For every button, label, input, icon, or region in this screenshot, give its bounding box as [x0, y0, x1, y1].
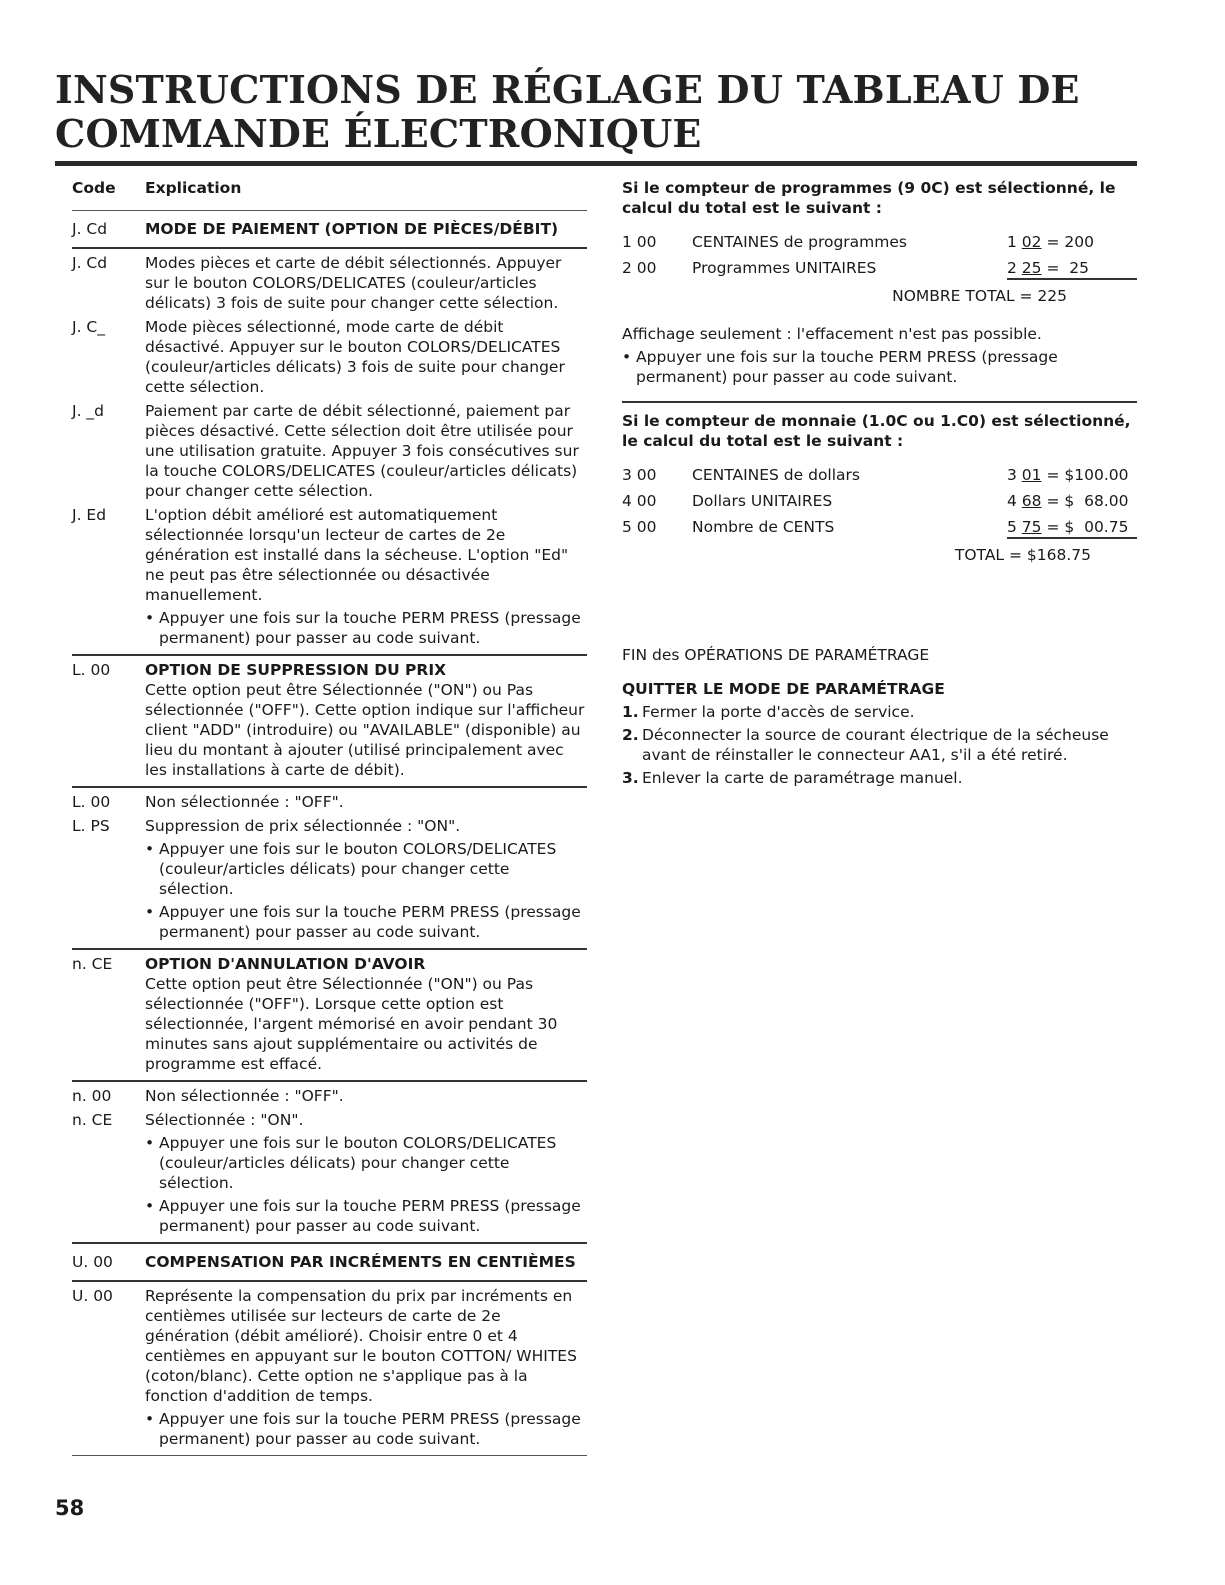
money-total: TOTAL = $168.75 [954, 546, 1091, 564]
row-text-body: Suppression de prix sélectionnée : "ON". [145, 817, 461, 835]
bullet-glyph: • [145, 903, 155, 921]
section-header [72, 215, 587, 241]
bullet-glyph: • [145, 1197, 155, 1215]
calc-result: = 25 [1041, 259, 1090, 277]
calc-result: = $100.00 [1041, 466, 1129, 484]
calc-code: 2 00 [622, 259, 657, 277]
row-code: J. C_ [72, 318, 105, 336]
row-code: J. _d [72, 402, 105, 420]
col-code-header: Code [72, 179, 116, 197]
calc-label: CENTAINES de programmes [692, 233, 907, 251]
code-table [72, 178, 587, 1460]
row-code: L. 00 [72, 793, 111, 811]
row-code: J. Cd [72, 254, 108, 272]
section-title: MODE DE PAIEMENT (OPTION DE PIÈCES/DÉBIT) [145, 220, 559, 238]
row-text: Paiement par carte de débit sélectionné, paiement par pièces désactivé. Cette sélection doit être utilisée pour une utilisation gratuite. Appuyer 3 fois consécutives sur la touche COLORS/DELICATES (couleur/articles délicats) pour changer cette sélection. [145, 402, 579, 500]
divider [72, 786, 587, 788]
step-number: 2. [622, 726, 639, 744]
quit-heading: QUITTER LE MODE DE PARAMÉTRAGE [622, 680, 945, 698]
title-rule [55, 161, 1137, 166]
calc-row [622, 232, 1137, 252]
row-text: Non sélectionnée : "OFF". [145, 1087, 344, 1105]
calc-row [622, 517, 1137, 539]
bullet-text: Appuyer une fois sur le bouton COLORS/DELICATES (couleur/articles délicats) pour changer cette sélection. [159, 840, 557, 898]
row-text [145, 505, 587, 648]
bullet-item [145, 1196, 587, 1236]
right-column [622, 178, 1137, 788]
calc-underlined: 02 [1021, 233, 1042, 251]
section-header [72, 1248, 587, 1274]
bullet-glyph: • [145, 840, 155, 858]
section-title: OPTION D'ANNULATION D'AVOIR [145, 955, 426, 973]
table-row [72, 1086, 587, 1106]
step-number: 1. [622, 703, 639, 721]
table-row [72, 1286, 587, 1449]
calc-row [622, 491, 1137, 511]
step-text: Fermer la porte d'accès de service. [642, 703, 915, 721]
calc-result: = $ 00.75 [1041, 518, 1129, 536]
bullet-item [145, 839, 587, 899]
row-code: n. 00 [72, 1087, 112, 1105]
row-text [145, 1110, 587, 1236]
calc-digit: 3 [1007, 466, 1022, 484]
calc-digit: 5 [1007, 518, 1022, 536]
bullet-text: Appuyer une fois sur le bouton COLORS/DELICATES (couleur/articles délicats) pour changer cette sélection. [159, 1134, 557, 1192]
calc-result: = $ 68.00 [1041, 492, 1129, 510]
row-text-body: Sélectionnée : "ON". [145, 1111, 304, 1129]
section-block [72, 660, 587, 780]
calc-digit: 1 [1007, 233, 1022, 251]
calc-underlined: 25 [1021, 259, 1042, 277]
calc-code: 5 00 [622, 518, 657, 536]
divider [72, 654, 587, 656]
calc-value [1007, 465, 1137, 485]
calc-underlined: 75 [1021, 518, 1042, 536]
row-code: J. Ed [72, 506, 107, 524]
program-counter-heading: Si le compteur de programmes (9 0C) est sélectionné, le calcul du total est le suivant : [622, 179, 1116, 217]
calc-label: Dollars UNITAIRES [692, 492, 833, 510]
calc-digit: 4 [1007, 492, 1022, 510]
table-row [72, 253, 587, 313]
page-title: INSTRUCTIONS DE RÉGLAGE DU TABLEAU DE COMMANDE ÉLECTRONIQUE [55, 67, 1080, 156]
section-body [145, 954, 587, 1074]
divider [72, 247, 587, 249]
divider [72, 1455, 587, 1456]
calc-value [1007, 232, 1137, 252]
row-text: Mode pièces sélectionné, mode carte de débit désactivé. Appuyer sur le bouton COLORS/DELICATES (couleur/articles délicats) 3 fois de suite pour changer cette sélection. [145, 318, 565, 396]
row-text: Non sélectionnée : "OFF". [145, 793, 344, 811]
step-item [622, 725, 1137, 765]
divider [622, 401, 1137, 403]
table-row [72, 1110, 587, 1236]
calc-label: Programmes UNITAIRES [692, 259, 877, 277]
section-title: COMPENSATION PAR INCRÉMENTS EN CENTIÈMES [145, 1253, 576, 1271]
calc-label: Nombre de CENTS [692, 518, 835, 536]
bullet-glyph: • [145, 1410, 155, 1428]
row-text [145, 816, 587, 942]
divider [72, 1280, 587, 1282]
table-row [72, 401, 587, 501]
money-calc-table [622, 465, 1137, 539]
calc-code: 4 00 [622, 492, 657, 510]
calc-value [1007, 258, 1137, 280]
display-note: Affichage seulement : l'effacement n'est pas possible. [622, 325, 1042, 343]
section-code: L. 00 [72, 661, 111, 679]
step-text: Déconnecter la source de courant électrique de la sécheuse avant de réinstaller le connecteur AA1, s'il a été retiré. [642, 726, 1109, 764]
step-item [622, 702, 1137, 722]
section-code: U. 00 [72, 1253, 113, 1271]
bullet-item [622, 347, 1137, 387]
money-counter-heading: Si le compteur de monnaie (1.0C ou 1.C0) est sélectionné, le calcul du total est le suivant : [622, 412, 1131, 450]
page-number: 58 [55, 1496, 85, 1520]
table-row [72, 317, 587, 397]
bullet-text: Appuyer une fois sur la touche PERM PRESS (pressage permanent) pour passer au code suivant. [636, 348, 1058, 386]
calc-value [1007, 517, 1137, 539]
section-title: OPTION DE SUPPRESSION DU PRIX [145, 661, 447, 679]
bullet-text: Appuyer une fois sur la touche PERM PRESS (pressage permanent) pour passer au code suivant. [159, 1197, 581, 1235]
section-code: n. CE [72, 955, 113, 973]
row-text-body: Représente la compensation du prix par incréments en centièmes utilisée sur lecteurs de carte de 2e génération (débit amélioré). Choisir entre 0 et 4 centièmes en appuyant sur le bouton COTTON/ WHITES (coton/blanc). Cette option ne s'applique pas à la fonction d'addition de temps. [145, 1287, 577, 1405]
calc-code: 3 00 [622, 466, 657, 484]
col-expl-header: Explication [145, 179, 242, 197]
bullet-text: Appuyer une fois sur la touche PERM PRESS (pressage permanent) pour passer au code suivant. [159, 609, 581, 647]
row-code: L. PS [72, 817, 110, 835]
divider [72, 1242, 587, 1244]
calc-digit: 2 [1007, 259, 1022, 277]
table-row [72, 792, 587, 812]
program-calc-table [622, 232, 1137, 280]
calc-underlined: 68 [1021, 492, 1042, 510]
calc-underlined: 01 [1021, 466, 1042, 484]
section-code: J. Cd [72, 220, 108, 238]
step-item [622, 768, 1137, 788]
calc-result: = 200 [1041, 233, 1094, 251]
row-code: U. 00 [72, 1287, 113, 1305]
section-block [72, 954, 587, 1074]
section-intro: Cette option peut être Sélectionnée ("ON") ou Pas sélectionnée ("OFF"). Cette option indique sur l'afficheur client "ADD" (introduire) ou "AVAILABLE" (disponible) au lieu du montant à ajouter (utilisé principalement avec les installations à carte de débit). [145, 681, 585, 779]
step-number: 3. [622, 769, 639, 787]
row-text-body: L'option débit amélioré est automatiquement sélectionnée lorsqu'un lecteur de cartes de 2e génération est installé dans la sécheuse. L'option "Ed" ne peut pas être sélectionnée ou désactivée manuellement. [145, 506, 569, 604]
row-text: Modes pièces et carte de débit sélectionnés. Appuyer sur le bouton COLORS/DELICATES (couleur/articles délicats) 3 fois de suite pour changer cette sélection. [145, 254, 562, 312]
calc-row [622, 465, 1137, 485]
bullet-glyph: • [622, 348, 632, 366]
calc-code: 1 00 [622, 233, 657, 251]
bullet-item [145, 1409, 587, 1449]
step-text: Enlever la carte de paramétrage manuel. [642, 769, 963, 787]
table-row [72, 505, 587, 648]
section-intro: Cette option peut être Sélectionnée ("ON") ou Pas sélectionnée ("OFF"). Lorsque cette option est sélectionnée, l'argent mémorisé en avoir pendant 30 minutes sans ajout supplémentaire ou activités de programme est effacé. [145, 975, 558, 1073]
program-total: NOMBRE TOTAL = 225 [892, 287, 1067, 305]
bullet-text: Appuyer une fois sur la touche PERM PRESS (pressage permanent) pour passer au code suivant. [159, 1410, 581, 1448]
calc-label: CENTAINES de dollars [692, 466, 860, 484]
divider [72, 1080, 587, 1082]
table-row [72, 816, 587, 942]
row-text [145, 1286, 587, 1449]
bullet-item [145, 1133, 587, 1193]
divider [72, 948, 587, 950]
bullet-glyph: • [145, 609, 155, 627]
divider [72, 210, 587, 211]
end-of-setup: FIN des OPÉRATIONS DE PARAMÉTRAGE [622, 646, 930, 664]
calc-value [1007, 491, 1137, 511]
calc-row [622, 258, 1137, 280]
bullet-text: Appuyer une fois sur la touche PERM PRESS (pressage permanent) pour passer au code suivant. [159, 903, 581, 941]
bullet-item [145, 902, 587, 942]
bullet-glyph: • [145, 1134, 155, 1152]
row-code: n. CE [72, 1111, 113, 1129]
section-body [145, 660, 587, 780]
bullet-item [145, 608, 587, 648]
table-header [72, 178, 587, 204]
